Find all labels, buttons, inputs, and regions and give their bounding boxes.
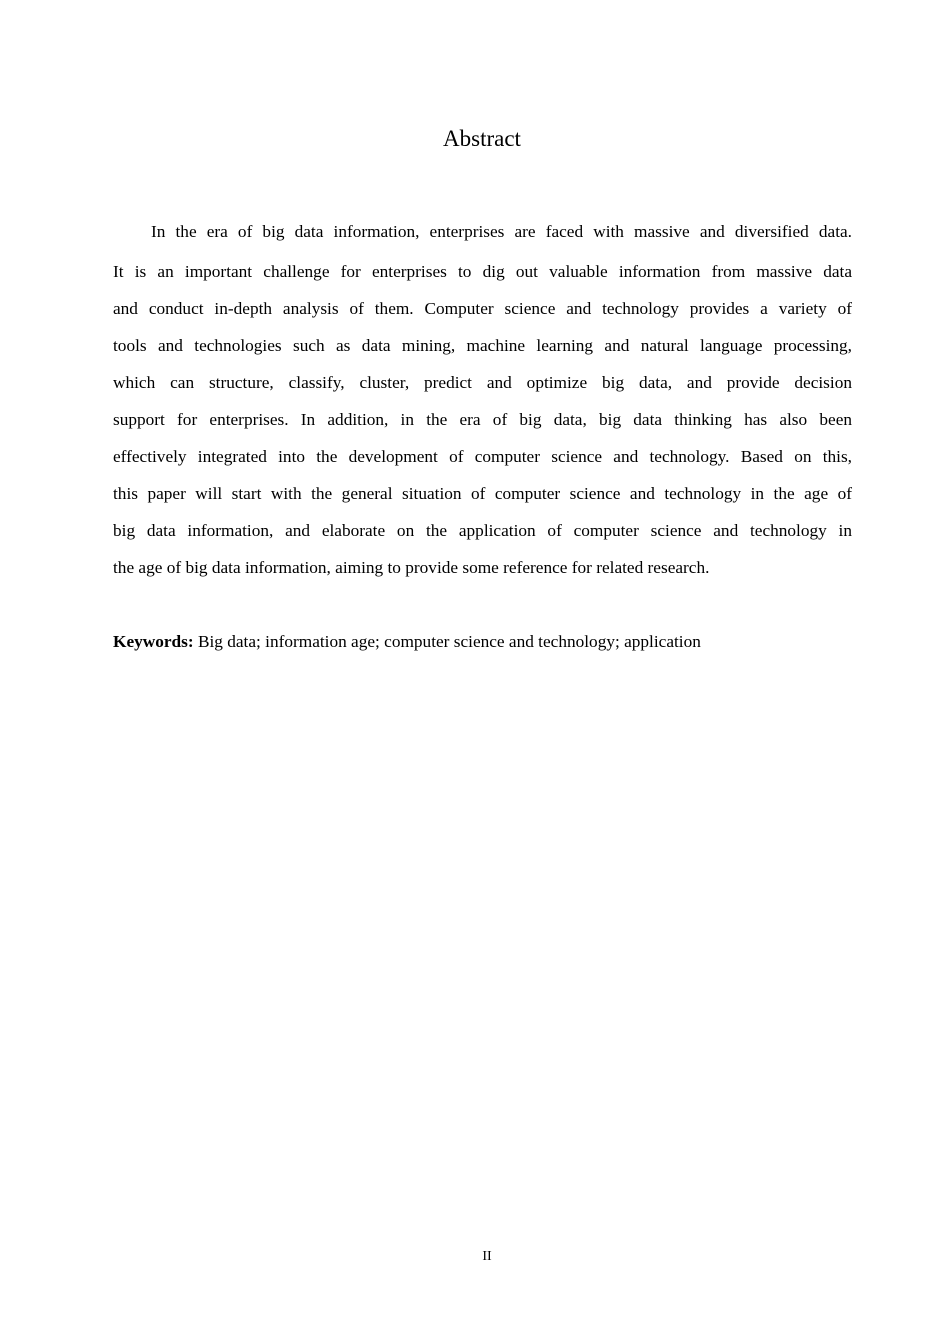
keywords-text: Big data; information age; computer science and technology; application (193, 632, 701, 651)
paragraph-line: big data information, and elaborate on the application of computer science and technology in (113, 521, 852, 540)
keywords (113, 632, 701, 652)
paragraph-line: the age of big data information, aiming to provide some reference for related research. (113, 558, 710, 577)
paragraph-line: support for enterprises. In addition, in the era of big data, big data thinking has also been (113, 410, 852, 429)
paragraph-line: effectively integrated into the development of computer science and technology. Based on this, (113, 447, 852, 466)
page-number: II (482, 1249, 492, 1264)
paragraph-line: this paper will start with the general situation of computer science and technology in the age of (113, 484, 852, 503)
paragraph-line: which can structure, classify, cluster, predict and optimize big data, and provide decision (113, 373, 852, 392)
paragraph-line: tools and technologies such as data mining, machine learning and natural language processing, (113, 336, 852, 355)
paragraph-line: It is an important challenge for enterprises to dig out valuable information from massive data (113, 262, 852, 281)
page-title: Abstract (443, 126, 521, 151)
keywords-label: Keywords: (113, 632, 194, 651)
paragraph-line: In the era of big data information, enterprises are faced with massive and diversified data. (151, 222, 852, 241)
paragraph-line: and conduct in-depth analysis of them. Computer science and technology provides a variety of (113, 299, 852, 318)
